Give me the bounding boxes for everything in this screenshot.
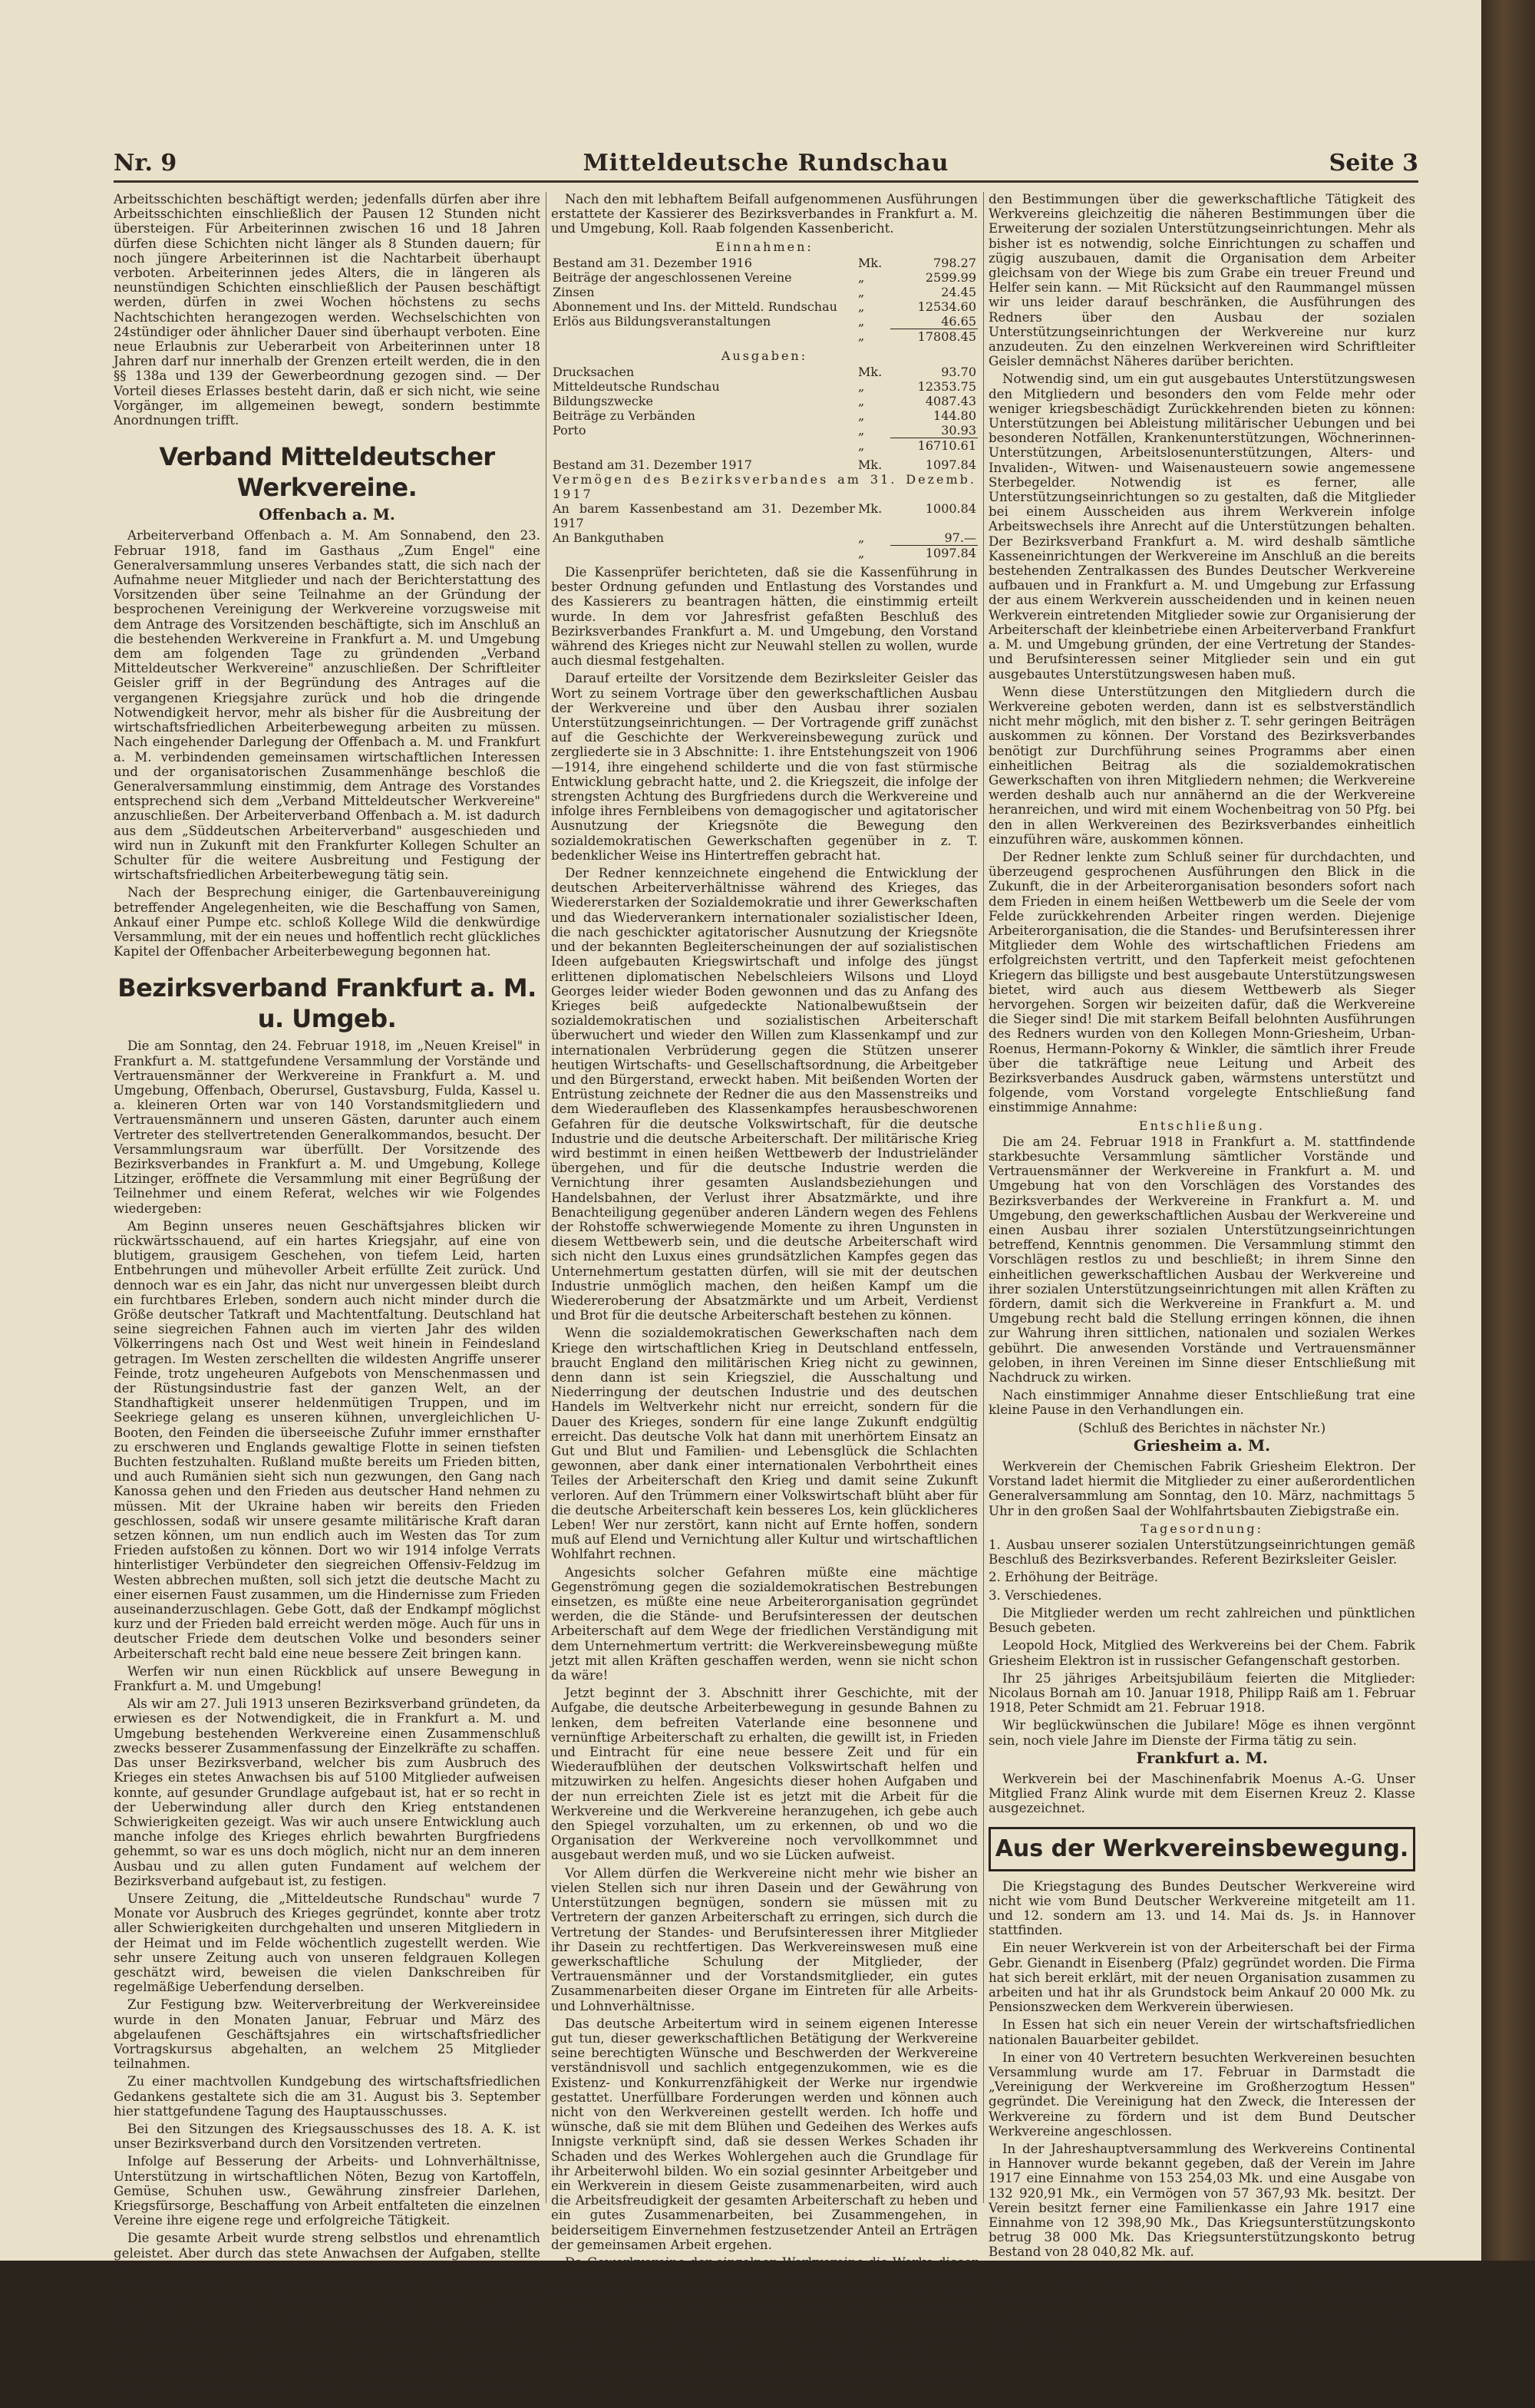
paragraph: Die gesamte Arbeit wurde streng selbstlos und ehrenamtlich geleistet. Aber durch das stete Anwachsen der Aufgaben, stellte sich die Notwendigkeit, unserer Bewegung weiter auszubauen und den Mitgliedern in allen Zweigen an der wirtschaftlichen und sozialpolitischen Tagesfragen zu unterstützen. Deshalb haben wir uns veranlaßt, eine eigene Geschäftsstelle zu gründen. Dieselbe wird geleitet durch den Herrn Fr. Geisler, welcher als Schriftleiter und Bezirksleiter von Gotha hierher gerufen wurde. Wir vertrauen fest darauf, daß wir damit zum Segen des Bezirksverbandes und seiner Mitglieder sowie der Gesamtbewegung gehandelt haben und daß unsere Bezirksarbeit auch fernerhin gesegnet sein wird. (114, 2231, 540, 2408)
paragraph: In Essen hat sich ein neuer Verein der wirtschaftsfriedlichen nationalen Bauarbeiter gebildet. (989, 2017, 1415, 2047)
paragraph: Als wir am 27. Juli 1913 unseren Bezirksverband gründeten, da erwiesen es der Notwendigkeit, die in Frankfurt a. M. und Umgebung bestehenden Werkvereine einen Zusammenschluß zwecks besserer Zusammenfassung der Einzelkräfte zu schaffen. Das unser Bezirksverband, welcher bis zum Ausbruch des Krieges ein stetes Anwachsen bis auf 5100 Mitglieder aufweisen konnte, auf gesunder Grundlage aufgebaut ist, hat er so recht in der Ueberwindung aller durch den Krieg entstandenen Schwierigkeiten gezeigt. Was wir auch unsere Entwicklung auch manche infolge des Krieges ehrlich bewahrten Burgfriedens gehemmt, so war es uns doch möglich, nicht nur an dem inneren Ausbau und zu allen guten Fundament auf welchem der Bezirksverband aufgebaut ist, zu festigen. (114, 1696, 540, 1888)
table-row (551, 299, 978, 314)
newspaper-title: Mitteldeutsche Rundschau (583, 150, 949, 177)
row-label: Vermögen des Bezirksverbandes am 31. Dezemb. 1917 (553, 472, 976, 502)
paragraph: Notwendig sind, um ein gut ausgebautes Unterstützungswesen den Mitgliedern und besonders den vom Felde mehr oder weniger kriegsbeschädigt Zurückkehrenden bieten zu können: Unterstützungen bei Ableistung militärischer Uebungen und bei besonderen Notfällen, Krankenunterstützungen, Wöchnerinnen-Unterstützungen, Arbeitslosenunterstützungen, Alters- und Invaliden-, Witwen- und Waisenausteuern sowie angemessene Sterbegelder. Notwendig ist es ferner, alle Unterstützungseinrichtungen so zu gestalten, daß die Mitglieder bei einem Ausscheiden aus ihrem Werkverein infolge Arbeitswechsels ihre Anrecht auf die Unterstützungen behalten. Der Bezirksverband Frankfurt a. M. wird deshalb sämtliche Kasseneinrichtungen der Werkvereine im Anschluß an die bereits bestehenden Zentralkassen des Bundes Deutscher Werkvereine aufbauen und in Frankfurt a. M. und Umgebung zur Erfassung der aus einem Werkverein ausscheidenden und in keinen neuen Werkverein eintretenden Mitglieder sowie zur Organisierung der Arbeiterschaft der kleinbetriebe einen Arbeiterverband Frankfurt a. M. und Umgebung gründen, der eine Vertretung der Standes- und Berufsinteressen seiner Mitglieder sein und ein gut ausgebautes Unterstützungswesen haben muß. (989, 372, 1415, 682)
row-label: Bestand am 31. Dezember 1916 (553, 255, 752, 270)
total-row (551, 329, 978, 344)
resolution-title: Entschließung. (1138, 1118, 1266, 1133)
row-label: Erlös aus Bildungsveranstaltungen (553, 313, 771, 329)
paragraph: Arbeitsschichten beschäftigt werden; jedenfalls dürfen aber ihre Arbeitsschichten einschließlich der Pausen 12 Stunden nicht übersteigen. Für Arbeiterinnen zwischen 16 und 18 Jahren dürfen diese Schichten nicht länger als 8 Stunden dauern; für noch jüngere Arbeiterinnen ist die Nachtarbeit überhaupt verboten. Arbeiterinnen jedes Alters, die in längeren als neunstündigen Schichten einschließlich der Pausen beschäftigt werden, dürfen in zwei Wochen höchstens zu sechs Nachtschichten herangezogen werden. Wechselschichten von 24stündiger oder ähnlicher Dauer sind überhaupt verboten. Eine neue Erlaubnis zur Ueberarbeit von Arbeiterinnen unter 18 Jahren darf nur innerhalb der Grenzen erteilt werden, die in den §§ 138a und 139 der Gewerbeordnung gezogen sind. — Der Vorteil dieses Erlasses besteht darin, daß er sich nicht, wie seine Vorgänger, im allgemeinen bewegt, sondern bestimmte Anordnungen trifft. (114, 192, 540, 428)
amount: 12534.60 (917, 299, 976, 314)
table-row (551, 530, 978, 546)
paragraph: Der Landesverband der Werkvereine in der Provinz Hessen und in Anhalt hat eine eigene Zeitung, „Mitteldeutsche Arbeitswacht" eingehen lassen und dafür die „Magdeburger Tageszeitung" als offizielle Tageszeitung ausgewählt. — Die Schaffung eines eigenen Gewerkschaftshauses in Hannover bereits einen Gewerkschaftshauses. (989, 2262, 1415, 2351)
paragraph: Leopold Hock, Mitglied des Werkvereins bei der Chem. Fabrik Griesheim Elektron ist in russischer Gefangenschaft gestorben. (989, 1638, 1415, 1668)
table-row (551, 408, 978, 423)
paragraph: Die am 24. Februar 1918 in Frankfurt a. M. stattfindende starkbesuchte Versammlung sämtlicher Vorstände und Vertrauensmänner der Werkvereine in Frankfurt a. M. und Umgebung hat von den Vorschlägen des Vorstandes des Bezirksverbandes der Werkvereine in Frankfurt a. M. und Umgebung, den gewerkschaftlichen Ausbau der Werkvereine und einen Ausbau ihrer sozialen Unterstützungseinrichtungen betreffend, Kenntnis genommen. Die Versammlung stimmt den Vorschlägen restlos zu und beschließt; in ihrem Sinne den einheitlichen gewerkschaftlichen Ausbau der Werkvereine und ihrer sozialen Unterstützungseinrichtungen mit allen Kräften zu fördern, damit sich die Werkvereine in Frankfurt a. M. und Umgebung recht bald die Stellung erringen können, die ihnen zur Wahrung ihren sittlichen, nationalen und sozialen Werkes gebührt. Die anwesenden Vorstände und Vertrauensmänner geloben, in ihren Vereinen im Sinne dieser Entschließung mit Nachdruck zu wirken. (989, 1134, 1415, 1386)
table-row (551, 379, 978, 394)
subheading: Griesheim a. M. (1133, 1435, 1271, 1455)
paragraph: Die Kriegstagung des Bundes Deutscher Werkvereine wird nicht wie vom Bund Deutscher Werkvereine mitgeteilt am 11. und 12. sondern am 13. und 14. Mai ds. Js. in Hannover stattfinden. (989, 1878, 1415, 1938)
amount: 1097.84 (925, 457, 976, 473)
paragraph: Angesichts solcher Gefahren müßte eine mächtige Gegenströmung gegen die sozialdemokratischen Bestrebungen einsetzen, es müßte eine neue Arbeiterorganisation gegründet werden, die die Stände- und Berufsinteressen der deutschen Arbeiterschaft auf dem Wege der friedlichen Verständigung mit dem Unternehmertum vertritt: die Werkvereinsbewegung müßte jetzt mit allen Kräften geschaffen werden, wenn sie nicht schon da wäre! (551, 1564, 978, 1683)
amount: 4087.43 (925, 394, 976, 409)
amount: 1000.84 (925, 501, 976, 517)
currency: „ (858, 423, 865, 438)
currency: „ (858, 269, 865, 285)
paragraph: Werkverein bei der Maschinenfabrik Moenus A.-G. Unser Mitglied Franz Alink wurde mit dem Eisernen Kreuz 2. Klasse ausgezeichnet. (989, 1771, 1415, 1816)
agenda-item: 2. Erhöhung der Beiträge. (989, 1570, 1158, 1585)
column-divider (983, 192, 984, 2203)
table-row (551, 457, 978, 472)
paragraph: In der Jahreshauptversammlung des Werkvereins Continental in Hannover wurde bekannt gegeben, daß der Verein im Jahre 1917 eine Einnahme von 153 254,03 Mk. und eine Ausgabe von 132 920,91 Mk., ein Vermögen von 57 367,93 Mk. besitzt. Der Verein besitzt ferner eine Familienkasse ein Jahre 1917 eine Einnahme von 12 398,90 Mk., Das Kriegsunterstützungskonto betrug 38 000 Mk. Das Kriegsunterstützungskonto betrug Bestand von 28 040,82 Mk. auf. (989, 2141, 1415, 2260)
row-label: Bestand am 31. Dezember 1917 (553, 457, 752, 473)
paragraph: Nach der Besprechung einiger, die Gartenbauvereinigung betreffender Angelegenheiten, wie die Beschaffung von Samen, Ankauf einer Pumpe etc. schloß Kollege Wild die denkwürdige Versammlung, mit der ein neues und hoffentlich recht glückliches Kapitel der Offenbacher Arbeiterbewegung begonnen hat. (114, 885, 540, 960)
agenda-item: 1. Ausbau unserer sozialen Unterstützungseinrichtungen gemäß Beschluß des Bezirksverbandes. Referent Bezirksleiter Geisler. (989, 1538, 1415, 1567)
paragraph: Werfen wir nun einen Rückblick auf unsere Bewegung in Frankfurt a. M. und Umgebung! (114, 1663, 540, 1694)
total-amount: 1097.84 (890, 546, 978, 561)
currency: „ (858, 299, 865, 314)
row-label: An barem Kassenbestand am 31. Dezember 1917 (553, 501, 855, 531)
paragraph: Der Redner lenkte zum Schluß seiner für durchdachten, und überzeugend gesprochenen Ausführungen den Blick in die Zukunft, die in der Arbeiterorganisation besonders sofort nach dem Frieden in einem heißen Wettbewerb um die Seele der vom Felde zurückkehrenden Arbeiter ringen werden. Diejenige Arbeiterorganisation, die die Standes- und Berufsinteressen ihrer Mitglieder dem Wohle des wirtschaftlichen Friedens am erfolgreichsten vertritt, und den Tapferkeit meist gefochtenen Kriegern das billigste und best ausgebaute Unterstützungswesen bietet, wird auch aus diesem Wettbewerb als Sieger hervorgehen. Sorgen wir beizeiten dafür, daß die Werkvereine die Sieger sind! Die mit starkem Beifall belohnten Ausführungen des Redners wurden von den Kollegen Monn-Griesheim, Urban-Roenus, Hermann-Pokorny & Winkler, die sämtlich ihrer Freude über die tatkräftige neue Leitung und Arbeit des Bezirksverbandes Ausdruck gaben, wärmstens unterstützt und folgende, vom Vorstand vorgelegte Entschließung fand einstimmige Annahme: (989, 849, 1415, 1115)
row-label: Beiträge zu Verbänden (553, 408, 695, 424)
currency: „ (858, 379, 865, 395)
total-row (551, 438, 978, 454)
amount: 12353.75 (917, 379, 976, 395)
paragraph: Am Beginn unseres neuen Geschäftsjahres blicken wir rückwärtsschauend, auf ein hartes Kriegsjahr, auf eine von blutigem, grausigem Geschehen, von tiefem Leid, harten Entbehrungen und mühevoller Arbeit erfüllte Zeit zurück. Und dennoch war es ein Jahr, das nicht nur unvergessen bleibt durch ein furchtbares Erleben, sondern auch nicht minder durch die Größe deutscher Tatkraft und Machtentfaltung. Deutschland hat seine siegreichen Fahnen auch im vierten Jahr des wilden Völkerringens nach Ost und West weit hinein in Feindesland getragen. Im Westen zerschellten die wildesten Angriffe unserer Feinde, trotz ungeheuren Aufgebots von Menschenmassen und der Rüstungsindustrie fast der ganzen Welt, an der Standhaftigkeit unserer heldenmütigen Truppen, und im Seekriege gelang es unseren kühnen, unvergleichlichen U-Booten, den Feinden die überseeische Zufuhr immer ernsthafter zu erschweren und Englands gewaltige Flotte in seinen tiefsten Buchten festzuhalten. Rußland mußte bereits um Frieden bitten, und auch Rumänien sieht sich nun gezwungen, den Gang nach Kanossa gehen und den Frieden aus deutscher Hand nehmen zu müssen. Mit der Ukraine haben wir bereits den Frieden geschlossen, sodaß wir unsere gesamte militärische Kraft daran setzen können, um nun endlich auch im Westen das Tor zum Frieden aufstoßen zu können. Dort wo wir 1914 infolge Verrats hinterlistiger Verbündeter den siegreichen Offensiv-Feldzug im Westen abbrechen mußten, soll sich jetzt die deutsche Macht zu einer eisernen Faust zusammen, um die Hindernisse zum Frieden auseinanderzuschlagen. Gebe Gott, daß der Endkampf möglichst kurz und der Frieden bald erreicht werden möge. Auch für uns in deutscher Friede dem deutschen Volke und besonders seiner Arbeiterschaft recht bald eine neue bessere Zeit bringen kann. (114, 1218, 540, 1661)
paragraph: Die Mitglieder werden um recht zahlreichen und pünktlichen Besuch gebeten. (989, 1605, 1415, 1636)
section-heading: Verband Mitteldeutscher Werkvereine. (159, 442, 495, 503)
currency: „ (858, 284, 865, 299)
expense-table (551, 365, 978, 453)
table-row (551, 256, 978, 270)
paragraph: Vor Allem dürfen die Werkvereine nicht mehr wie bisher an vielen Stellen sich nur ihren Dasein und der Gewährung von Unterstützungen begnügen, sondern sie müssen mit zu Vertretern der ganzen Arbeiterschaft zu erringen, sich durch die Vertretung der Standes- und Berufsinteressen ihrer Mitglieder ihr Dasein zu rechtfertigen. Das Werkvereinswesen muß eine gewerkschaftliche Schulung der Mitglieder, der Vertrauensmänner und der Vorstandsmitglieder, ein gutes Zusammenarbeiten dieser Organe im Eintreten für alle Arbeits- und Lohnverhältnisse. (551, 1865, 978, 2013)
table-row (551, 270, 978, 285)
amount: 2599.99 (925, 269, 976, 285)
continued-note: (Schluß des Berichtes in nächster Nr.) (1078, 1420, 1326, 1435)
amount: 798.27 (933, 255, 976, 270)
page-header (114, 150, 1418, 183)
agenda-item: 3. Verschiedenes. (989, 1587, 1102, 1603)
expense-caption: Ausgaben: (721, 348, 808, 363)
page-number: Seite 3 (1329, 150, 1418, 177)
row-label: Mitteldeutsche Rundschau (553, 379, 720, 395)
table-row (551, 472, 978, 501)
currency: Mk. (858, 255, 883, 270)
column-2 (551, 192, 978, 2403)
boxed-section-heading: Aus der Werkvereinsbewegung. (989, 1827, 1415, 1871)
currency: „ (858, 329, 865, 344)
table-row (551, 394, 978, 408)
row-label: Bildungszwecke (553, 394, 654, 409)
total-amount: 16710.61 (890, 438, 978, 454)
currency: „ (858, 438, 865, 453)
paragraph: Da Gewerkvereine der einzelnen Werkvereine die Werke dieser Aufgaben nicht gewachsen sind, so verlangt die heutige Zeit, daß sie sich zu Bezirksverbänden zusammenschließen, die ihnen darin im Rahmen der für heutige Zeit. Der Bezirksverband Frankfurt a. M. hat die hohe Aufgabe, bestehend aus Arbeitern, die auf die Schaffung eines neuen, in allen Werkvereinen einheitlich einzuführenden Statuts Rechnung getragen, das bereits der Werkverein in Oberursel, die Reichsbahnwerkstätten in Apolda und einige andere Thüringer Werkvereine eingeführt haben. Diese neuen Satzungen enthalten neben (551, 2254, 978, 2403)
paragraph: Das deutsche Arbeitertum wird in seinem eigenen Interesse gut tun, dieser gewerkschaftlichen Betätigung der Werkvereine seine berechtigten Wünsche und Beschwerden der Werkvereine verständnisvoll und sachlich entgegenzukommen, wie es die Existenz- und Konkurrenzfähigkeit der Werke nur irgendwie gestattet. Unerfüllbare Forderungen werden und können auch nicht von den Werkvereinen gestellt werden. Ich hoffe und wünsche, daß sie mit dem Blühen und Gedeihen des Werkes aufs Innigste verknüpft sind, daß sie dessen Werkes Schaden ihr Schaden und des Werkes Wohlergehen auch die Grundlage für ihr Arbeiterwohl bilden. Wo ein sozial gesinnter Arbeitgeber und ein Werkverein in diesem Geiste zusammenarbeiten, wird auch die Arbeitsfreudigkeit der gesamten Arbeiterschaft zu heben und ein gutes Zusammenarbeiten, bei Zusammengehen, in beiderseitigem Einvernehmen festzusetzender Anteil an Erträgen der gemeinsamen Arbeit ergehen. (551, 2016, 978, 2252)
row-label: Porto (553, 423, 586, 438)
issue-number: Nr. 9 (114, 150, 177, 177)
paragraph: Unsere Zeitung, die „Mitteldeutsche Rundschau" wurde 7 Monate vor Ausbruch des Krieges gegründet, konnte aber trotz aller Schwierigkeiten durchgehalten und unseren Mitgliedern in der Heimat und im Felde wöchentlich zugestellt werden. Wie sehr unsere Zeitung auch von unseren feldgrauen Kollegen geschätzt wird, beweisen die vielen Dankschreiben für regelmäßige Ueberfendung derselben. (114, 1891, 540, 1995)
column-1 (114, 192, 540, 2408)
balance-table (551, 457, 978, 560)
amount: 97.— (944, 530, 976, 546)
row-label: Drucksachen (553, 365, 635, 380)
total-amount: 17808.45 (890, 329, 978, 344)
table-row (551, 501, 978, 530)
paragraph: Ein neuer Werkverein ist von der Arbeiterschaft bei der Firma Gebr. Gienandt in Eisenberg (Pfalz) gegründet worden. Die Firma hat sich bereit erklärt, mit der neuen Organisation zusammen zu arbeiten und hat ihr als Grundstock beim Ankauf 20 000 Mk. zu Pensionszwecken dem Werkverein überwiesen. (989, 1941, 1415, 2015)
paragraph: Die Kassenprüfer berichteten, daß sie die Kassenführung in bester Ordnung gefunden und Entlastung des Vorstandes und des Kassierers zu beantragen hätten, die einstimmig erteilt wurde. In dem vor Jahresfrist gefaßten Beschluß des Bezirksverbandes Frankfurt a. M. und Umgebung, den Vorstand während des Krieges nicht zur Neuwahl stellen zu wollen, wurde auch diesmal festgehalten. (551, 565, 978, 669)
paragraph: Arbeiterverband Offenbach a. M. Am Sonnabend, den 23. Februar 1918, fand im Gasthaus „Zum Engel" eine Generalversammlung unseres Verbandes statt, die sich nach der Aufnahme neuer Mitglieder und nach der Berichterstattung des Vorsitzenden über seine Teilnahme an der Gründung der besprochenen Vereinigung der Werkvereine vorzugsweise mit dem Antrage des Vorsitzenden beschäftigte, sich im Anschluß an die bestehenden Werkvereine in Frankfurt a. M. und Umgebung dem am folgenden Tage zu gründenden „Verband Mitteldeutscher Werkvereine" anzuschließen. Der Schriftleiter Geisler griff in der Begründung des Antrages auf die vergangenen Kriegsjahre zurück und hob die dringende Notwendigkeit hervor, mehr als bisher für die Ausbreitung der wirtschaftsfriedlichen Arbeiterbewegung arbeiten zu müssen. Nach eingehender Darlegung der Offenbach a. M. und Frankfurt a. M. verbindenden gemeinsamen wirtschaftlichen Interessen und der organisatorischen Zusammenhänge beschloß die Generalversammlung einstimmig, dem Antrage des Vorstandes entsprechend sich dem „Verband Mitteldeutscher Werkvereine" anzuschließen. Der Arbeiterverband Offenbach a. M. ist dadurch aus dem „Süddeutschen Arbeiterverband" ausgeschieden und wird nun in Zukunft mit den Frankfurter Kollegen Schulter an Schulter für die weitere Ausbreitung und Festigung der wirtschaftsfriedlichen Arbeiterbewegung tätig sein. (114, 528, 540, 883)
paragraph: In einer von 40 Vertretern besuchten Werkvereinen besuchten Versammlung wurde am 17. Februar in Darmstadt die „Vereinigung der Werkvereine im Großherzogtum Hessen" gegründet. Die Vereinigung hat den Zweck, die Interessen der Werkvereine zu fördern und ist dem Bund Deutscher Werkvereine angeschlossen. (989, 2050, 1415, 2139)
subheading: Offenbach a. M. (259, 505, 395, 524)
amount: 144.80 (933, 408, 976, 424)
column-3 (989, 192, 1415, 2351)
paragraph: Infolge auf Besserung der Arbeits- und Lohnverhältnisse, Unterstützung in wirtschaftlichen Nöten, Bezug von Kartoffeln, Gemüse, Schuhen usw., Gewährung zinsfreier Darlehen, Kriegsfürsorge, Beschaffung von Arbeit entfalteten die einzelnen Vereine ihre eigene rege und erfolgreiche Tätigkeit. (114, 2154, 540, 2228)
agenda-title: Tagesordnung: (1141, 1521, 1263, 1536)
currency: „ (858, 394, 865, 409)
currency: „ (858, 408, 865, 424)
amount: 93.70 (941, 365, 976, 380)
subheading: Frankfurt a. M. (1136, 1748, 1268, 1767)
paragraph: Der Redner kennzeichnete eingehend die Entwicklung der deutschen Arbeiterverhältnisse während des Krieges, das Wiedererstarken der Sozialdemokratie und ihrer Gewerkschaften und das Wiederverankern internationaler sozialistischer Ideen, die nach geschickter agitatorischer Ausnutzung der Kriegsnöte und der bekannten Begleiterscheinungen der auf sozialistischen Ideen aufgebauten Kriegswirtschaft und infolge des jüngst erlittenen diplomatischen Nebelschleiers Wilsons und Lloyd Georges leider wieder Boden gewonnen und das zu Anfang des Krieges beiß aufgedeckte Nationalbewußtsein der sozialdemokratischen und sozialistischen Arbeiterschaft überwuchert und wieder den Willen zum Klassenkampf und zur internationalen Verbrüderung gegen die Stützen unserer heutigen Wirtschafts- und Gesellschaftsordnung, die Arbeitgeber und den Bürgerstand, erweckt haben. Mit beißenden Worten der Entrüstung zeichnete der Redner die aus den Massenstreiks und dem Wiederaufleben des Klassenkampfes herausbeschworenen Gefahren für die deutsche Volkswirtschaft, für die deutsche Industrie und die deutsche Arbeiterschaft. Der militärische Krieg wird bestimmt in einen heißen Wettbewerb der Industrieländer übergehen, und für die deutsche Industrie werden die Vernichtung ihrer gesamten Auslandsbeziehungen und Handelsbahnen, der Verlust ihrer Absatzmärkte, und ihre Benachteiligung gegenüber anderen Ländern wegen des Fehlens der Rohstoffe schwerwiegende Momente zu ihren Ungunsten in diesem Wettbewerb sein, und die deutsche Arbeiterschaft wird sich nicht den Luxus eines grundsätzlichen Kampfes gegen das Unternehmertum gestatten dürfen, will sie mit der deutschen Industrie unmöglich machen, den heißen Kampf um die Wiedereroberung der Absatzmärkte und um Arbeit, Verdienst und Brot für die deutsche Arbeiterschaft bestehen zu können. (551, 866, 978, 1323)
paragraph: Die am Sonntag, den 24. Februar 1918, im „Neuen Kreisel" in Frankfurt a. M. stattgefundene Versammlung der Vorstände und Vertrauensmänner der Werkvereine in Frankfurt a. M. und Umgebung, Offenbach, Oberursel, Gustavsburg, Fulda, Kassel u. a. kleineren Orten war von 140 Vorstandsmitgliedern und Vertrauensmännern und unseren Gästen, darunter auch einem Vertreter des stellvertretenden Generalkommandos, besucht. Der Versammlungsraum war überfüllt. Der Vorsitzende des Bezirksverbandes in Frankfurt a. M. und Umgebung, Kollege Litzinger, eröffnete die Versammlung mit einer Begrüßung der Teilnehmer und einem Referat, welches wir wie Folgendes wiedergeben: (114, 1039, 540, 1216)
paragraph: Wir beglückwünschen die Jubilare! Möge es ihnen vergönnt sein, noch viele Jahre im Dienste der Firma tätig zu sein. (989, 1718, 1415, 1748)
row-label: An Bankguthaben (553, 530, 665, 546)
paragraph: Wenn die sozialdemokratischen Gewerkschaften nach dem Kriege den wirtschaftlichen Krieg in Deutschland entfesseln, braucht England den militärischen Krieg nicht zu gewinnen, denn dann ist sein Kriegsziel, die Ausschaltung und Niederringung der deutschen Industrie und des deutschen Handels im Weltverkehr nicht nur erreicht, sondern für die Dauer des Krieges, sondern für eine lange Zukunft endgültig erreicht. Das deutsche Volk hat dann mit unerhörtem Einsatz an Gut und Blut und Familien- und Lebensglück die Schlachten gewonnen, aber dank einer internationalen Verbohrtheit eines Teiles der Arbeiterschaft den Krieg und damit seine Zukunft verloren. Auf den Trümmern einer Volkswirtschaft blüht aber für die deutsche Arbeiterschaft kein besseres Los, kein glücklicheres Leben! Wer nur zerstört, kann nicht auf Ernte hoffen, sondern muß auf Elend und Vernichtung aller Kultur und wirtschaftlichen Wohlfahrt rechnen. (551, 1326, 978, 1562)
paragraph: Ihr 25 jähriges Arbeitsjubiläum feierten die Mitglieder: Nicolaus Bornah am 10. Januar 1918, Philipp Raiß am 1. Februar 1918, Peter Schmidt am 21. Februar 1918. (989, 1670, 1415, 1716)
row-label: Beiträge der angeschlossenen Vereine (553, 269, 792, 285)
paragraph: Zu einer machtvollen Kundgebung des wirtschaftsfriedlichen Gedankens gestaltete sich die am 31. August bis 3. September hier stattgefundene Tagung des Hauptausschusses. (114, 2074, 540, 2119)
section-heading: Bezirksverband Frankfurt a. M. u. Umgeb. (117, 973, 536, 1034)
amount: 30.93 (941, 423, 976, 438)
row-label: Abonnement und Ins. der Mitteld. Rundschau (553, 299, 837, 314)
table-row (551, 423, 978, 438)
currency: Mk. (858, 501, 883, 517)
paragraph: Nach einstimmiger Annahme dieser Entschließung trat eine kleine Pause in den Verhandlungen ein. (989, 1388, 1415, 1418)
paragraph: Jetzt beginnt der 3. Abschnitt ihrer Geschichte, mit der Aufgabe, die deutsche Arbeiterbewegung in gesunde Bahnen zu lenken, dem befreiten Vaterlande eine besonnene und vernünftige Arbeiterschaft zu erhalten, die gewillt ist, in Frieden und Eintracht für eine neue bessere Zeit und für ein Wiederaufblühen der deutschen Volkswirtschaft helfen und mitzuwirken zu helfen. Angesichts dieser hohen Aufgaben und der nun erreichten Ziele ist es jetzt mit die Arbeit für die Werkvereine und die Werkvereine heranzugehen, ich gebe auch den Spiegel vorzuhalten, um zu erkennen, ob und wo die Organisation der Werkvereine noch vervollkommnet und ausgebaut werden muß, und wo sie Lücken aufweist. (551, 1686, 978, 1863)
income-caption: Einnahmen: (715, 239, 814, 254)
currency: „ (858, 313, 865, 329)
table-row (551, 314, 978, 329)
table-row (551, 285, 978, 299)
amount: 46.65 (941, 313, 976, 329)
currency: „ (858, 530, 865, 546)
row-label: Zinsen (553, 284, 595, 299)
amount: 24.45 (941, 284, 976, 299)
total-row (551, 546, 978, 561)
paragraph: Zur Festigung bzw. Weiterverbreitung der Werkvereinsidee wurde in den Monaten Januar, Februar und März des abgelaufenen Geschäftsjahres ein wirtschaftsfriedlicher Vortragskursus abgehalten, an welchem 25 Mitglieder teilnahmen. (114, 1997, 540, 2072)
table-row (551, 365, 978, 379)
paragraph: Darauf erteilte der Vorsitzende dem Bezirksleiter Geisler das Wort zu seinem Vortrage über den gewerkschaftlichen Ausbau der Werkvereine und über den Ausbau ihrer sozialen Unterstützungseinrichtungen. — Der Vortragende griff zunächst auf die Geschichte der Werkvereinsbewegung zurück und zergliederte sie in 3 Abschnitte: 1. ihre Entstehungszeit von 1906—1914, ihre eingehend schilderte und die von fast stürmische Entwicklung gebracht hatte, und 2. die Kriegszeit, die infolge der strengsten Achtung des Burgfriedens durch die Werkvereine und infolge ihres Fernbleibens von demagogischer und agitatorischer Ausnutzung der Kriegsnöte die Bewegung den sozialdemokratischen Gewerkschaften gegenüber in z. T. bedenklicher Weise ins Hintertreffen gebracht hat. (551, 671, 978, 863)
paragraph: Bei den Sitzungen des Kriegsausschusses des 18. A. K. ist unser Bezirksverband durch den Vorsitzenden vertreten. (114, 2121, 540, 2152)
income-table (551, 256, 978, 344)
paragraph: Nach den mit lebhaftem Beifall aufgenommenen Ausführungen erstattete der Kassierer des Bezirksverbandes in Frankfurt a. M. und Umgebung, Koll. Raab folgenden Kassenbericht. (551, 192, 978, 236)
paragraph: Werkverein der Chemischen Fabrik Griesheim Elektron. Der Vorstand ladet hiermit die Mitglieder zu einer außerordentlichen Generalversammlung am Sonntag, den 10. März, nachmittags 5 Uhr in den großen Saal der Wohlfahrtsbauten Ziebigstraße ein. (989, 1459, 1415, 1518)
currency: „ (858, 545, 865, 560)
paragraph: Wenn diese Unterstützungen den Mitgliedern durch die Werkvereine geboten werden, dann ist es selbstverständlich nicht mehr möglich, mit den bisher z. T. sehr geringen Beiträgen auskommen zu können. Der Vorstand des Bezirksverbandes benötigt zur Durchführung seines Programms aber einen einheitlichen Beitrag als die sozialdemokratischen Gewerkschaften von ihren Mitgliedern nehmen; die Werkvereine werden deshalb auch nur annähernd an die der Werkvereine heranreichen, und wird mit einem Wochenbeitrag von 50 Pfg. bei den in allen Werkvereinen des Bezirksverbandes einheitlich einzuführen wäre, auskommen können. (989, 684, 1415, 847)
paragraph: den Bestimmungen über die gewerkschaftliche Tätigkeit des Werkvereins gleichzeitig die näheren Bestimmungen über die Erweiterung der sozialen Unterstützungseinrichtungen. Mehr als bisher ist es notwendig, solche Einrichtungen zu schaffen und zügig auszubauen, damit die Organisation dem Arbeiter gleichsam von der Wiege bis zum Grabe ein treuer Freund und Helfer sein kann. — Mit Rücksicht auf den Raummangel müssen wir uns leider darauf beschränken, die Ausführungen des Redners über den Ausbau der sozialen Unterstützungseinrichtungen der Werkvereine nur kurz anzudeuten. Zu den einzelnen Werkvereinen wird Schriftleiter Geisler demnächst Näheres darüber berichten. (989, 192, 1415, 369)
book-binding (1481, 0, 1535, 2261)
currency: Mk. (858, 365, 883, 380)
currency: Mk. (858, 457, 883, 473)
